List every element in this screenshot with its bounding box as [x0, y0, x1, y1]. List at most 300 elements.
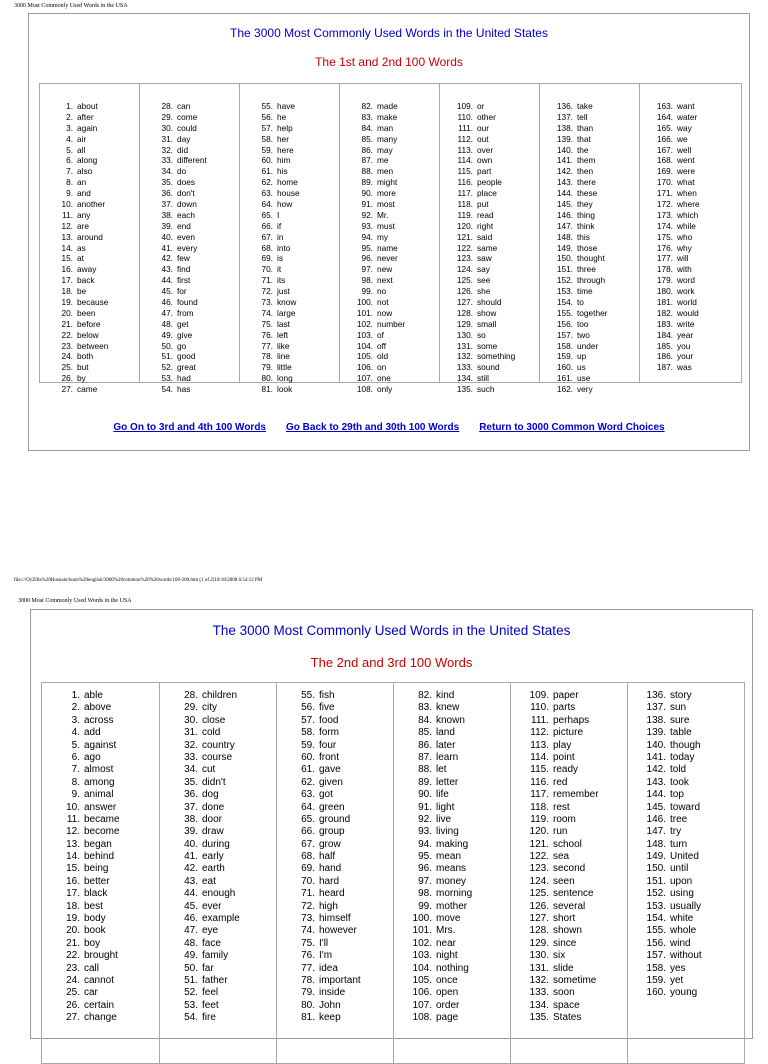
word-text: off	[377, 340, 387, 351]
word-text: be	[77, 286, 87, 297]
word-text: through	[577, 275, 606, 286]
word-text: soon	[553, 987, 575, 999]
list-item	[628, 690, 744, 702]
word-number: 156.	[646, 937, 666, 949]
word-number: 26.	[61, 373, 73, 384]
word-number: 40.	[184, 838, 198, 850]
list-item	[40, 188, 139, 199]
word-text: help	[277, 122, 293, 133]
word-text: boy	[84, 937, 101, 949]
word-column	[628, 683, 745, 1064]
list-item	[628, 913, 744, 925]
word-number: 10.	[66, 801, 80, 813]
list-item	[277, 715, 393, 727]
list-item	[40, 297, 139, 308]
list-item	[511, 863, 627, 875]
word-text: can	[177, 101, 191, 111]
list-item	[440, 341, 539, 352]
word-text: draw	[202, 826, 224, 838]
word-text: more	[377, 188, 396, 199]
word-number: 39.	[184, 826, 198, 838]
word-text: away	[77, 264, 97, 275]
word-text: seen	[553, 875, 575, 887]
list-item	[42, 690, 159, 702]
word-number: 157.	[646, 950, 666, 962]
word-number: 115.	[530, 764, 549, 776]
word-number: 47.	[184, 925, 198, 937]
list-item	[640, 330, 741, 341]
word-number: 63.	[261, 188, 273, 199]
list-item	[540, 297, 639, 308]
word-number: 73.	[261, 297, 273, 308]
word-text: write	[677, 318, 695, 329]
list-item	[42, 839, 159, 851]
list-item	[640, 145, 741, 156]
word-number: 38.	[161, 209, 173, 220]
word-number: 77.	[261, 340, 273, 351]
list-item	[640, 253, 741, 264]
word-text: under	[577, 340, 599, 351]
list-item	[640, 319, 741, 330]
list-item	[140, 253, 239, 264]
word-number: 157.	[556, 329, 573, 340]
list-item	[394, 963, 510, 975]
word-text: good	[177, 351, 196, 362]
word-text: work	[677, 286, 695, 297]
list-item	[640, 286, 741, 297]
list-item	[160, 1000, 276, 1012]
word-number: 36.	[184, 789, 198, 801]
word-text: until	[670, 863, 689, 875]
word-number: 143.	[556, 177, 573, 188]
word-text: where	[677, 199, 700, 210]
list-item	[277, 789, 393, 801]
word-text: life	[436, 789, 449, 801]
word-number: 31.	[184, 727, 198, 739]
word-text: add	[84, 727, 101, 739]
list-item	[440, 101, 539, 112]
word-text: four	[319, 739, 337, 751]
list-item	[40, 134, 139, 145]
word-text: would	[677, 307, 699, 318]
word-text: never	[377, 253, 398, 264]
list-item	[140, 123, 239, 134]
word-text: there	[577, 177, 596, 188]
word-text: part	[477, 166, 492, 177]
word-number: 74.	[261, 307, 273, 318]
word-number: 46.	[161, 297, 173, 308]
list-item	[160, 950, 276, 962]
word-text: to	[577, 297, 584, 308]
next-words-link[interactable]: Go On to 3rd and 4th 100 Words	[113, 422, 266, 433]
list-item	[540, 373, 639, 384]
page-header-2: 3000 Most Commonly Used Words in the USA	[18, 598, 132, 604]
list-item	[160, 876, 276, 888]
word-text: sometime	[553, 974, 597, 986]
word-text: little	[277, 362, 292, 373]
word-text: at	[77, 253, 84, 264]
word-number: 49.	[184, 950, 198, 962]
list-item	[511, 1012, 627, 1024]
word-number: 45.	[161, 286, 173, 297]
list-item	[140, 145, 239, 156]
word-number: 81.	[301, 1012, 315, 1024]
list-item	[277, 702, 393, 714]
list-item	[394, 975, 510, 987]
word-text: course	[202, 751, 233, 763]
list-item	[40, 112, 139, 123]
word-number: 8.	[71, 776, 80, 788]
list-item	[240, 362, 339, 373]
word-number: 20.	[61, 307, 73, 318]
word-number: 146.	[556, 209, 573, 220]
list-item	[140, 308, 239, 319]
word-text: should	[477, 297, 502, 308]
word-number: 12.	[61, 220, 73, 231]
word-text: here	[277, 144, 294, 155]
word-number: 149.	[556, 242, 573, 253]
word-text: book	[84, 925, 106, 937]
word-number: 140.	[556, 144, 573, 155]
word-text: men	[377, 166, 394, 177]
word-number: 55.	[301, 690, 315, 701]
list-item	[628, 925, 744, 937]
word-text: too	[577, 318, 589, 329]
list-item	[277, 814, 393, 826]
list-item	[40, 264, 139, 275]
list-item	[340, 232, 439, 243]
word-text: make	[377, 111, 398, 122]
word-text: second	[553, 863, 586, 875]
word-text: some	[477, 340, 498, 351]
word-text: water	[677, 111, 698, 122]
list-item	[42, 752, 159, 764]
list-item	[511, 1000, 627, 1012]
list-item	[140, 264, 239, 275]
list-item	[340, 101, 439, 112]
list-item	[160, 913, 276, 925]
word-text: open	[436, 987, 459, 999]
word-text: now	[377, 307, 393, 318]
word-text: very	[577, 384, 593, 395]
word-text: fish	[319, 690, 335, 701]
word-number: 143.	[646, 776, 666, 788]
word-text: those	[577, 242, 598, 253]
word-text: because	[77, 297, 109, 308]
word-number: 113.	[457, 144, 473, 155]
word-text: six	[553, 950, 566, 962]
word-number: 137.	[556, 111, 573, 122]
word-text: between	[77, 340, 109, 351]
word-number: 118.	[457, 199, 473, 210]
list-item	[160, 752, 276, 764]
word-number: 121.	[456, 231, 473, 242]
word-number: 101.	[356, 307, 373, 318]
word-number: 41.	[161, 242, 173, 253]
list-item	[140, 177, 239, 188]
word-text: your	[677, 351, 694, 362]
navigation-links	[29, 422, 749, 433]
word-number: 21.	[61, 318, 73, 329]
word-text: group	[319, 826, 345, 838]
word-text: we	[677, 133, 688, 144]
word-text: is	[277, 253, 283, 264]
word-text: sure	[670, 714, 690, 726]
word-text: think	[577, 220, 595, 231]
word-number: 155.	[646, 925, 666, 937]
word-text: you	[677, 340, 691, 351]
word-text: but	[77, 362, 89, 373]
word-text: one	[377, 373, 391, 384]
word-number: 12.	[66, 826, 80, 838]
word-number: 55.	[261, 101, 273, 111]
word-number: 181.	[656, 297, 673, 308]
word-text: sea	[553, 851, 570, 863]
word-text: back	[77, 275, 95, 286]
list-item	[540, 221, 639, 232]
word-number: 77.	[301, 962, 315, 974]
list-item	[640, 123, 741, 134]
list-item	[540, 155, 639, 166]
list-item	[440, 351, 539, 362]
list-item	[540, 145, 639, 156]
word-column	[440, 84, 540, 395]
word-number: 11.	[62, 209, 73, 220]
word-text: rest	[553, 801, 570, 813]
word-text: that	[577, 133, 591, 144]
word-number: 65.	[301, 813, 315, 825]
word-text: being	[84, 863, 109, 875]
word-text: yes	[670, 962, 686, 974]
word-text: it	[277, 264, 282, 275]
list-item	[394, 802, 510, 814]
word-number: 28.	[161, 101, 173, 111]
list-item	[394, 777, 510, 789]
word-text: by	[77, 373, 86, 384]
word-text: during	[202, 838, 230, 850]
word-text: year	[677, 329, 694, 340]
word-text: along	[77, 155, 98, 166]
word-number: 29.	[184, 702, 198, 714]
word-number: 124.	[456, 264, 473, 275]
word-text: sun	[670, 702, 687, 714]
word-text: might	[377, 177, 398, 188]
list-item	[277, 802, 393, 814]
word-number: 17.	[66, 888, 80, 900]
word-number: 165.	[656, 122, 673, 133]
word-number: 159.	[556, 351, 573, 362]
word-text: parts	[553, 702, 576, 714]
word-text: way	[677, 122, 692, 133]
list-item	[340, 351, 439, 362]
list-item	[394, 987, 510, 999]
word-text: like	[277, 340, 290, 351]
word-number: 85.	[361, 133, 373, 144]
list-item	[42, 814, 159, 826]
list-item	[140, 275, 239, 286]
word-number: 155.	[556, 307, 573, 318]
word-number: 103.	[412, 950, 432, 962]
word-number: 177.	[656, 253, 673, 264]
word-number: 148.	[646, 838, 666, 850]
word-number: 125.	[456, 275, 473, 286]
word-number: 34.	[184, 764, 198, 776]
word-list-panel-1	[28, 13, 750, 451]
word-text: then	[577, 166, 594, 177]
word-text: certain	[84, 999, 115, 1011]
word-text: want	[677, 101, 695, 111]
list-item	[628, 975, 744, 987]
word-number: 75.	[261, 318, 273, 329]
list-item	[160, 789, 276, 801]
word-number: 116.	[530, 776, 549, 788]
list-item	[240, 319, 339, 330]
word-text: father	[202, 974, 228, 986]
word-number: 5.	[66, 144, 73, 155]
list-item	[340, 275, 439, 286]
list-item	[140, 341, 239, 352]
word-text: me	[377, 155, 389, 166]
word-number: 25.	[61, 362, 73, 373]
list-item	[277, 938, 393, 950]
list-item	[394, 814, 510, 826]
word-number: 13.	[66, 838, 80, 850]
list-item	[511, 876, 627, 888]
word-number: 126.	[456, 286, 473, 297]
list-item	[240, 166, 339, 177]
word-text: found	[177, 297, 198, 308]
word-text: I'll	[319, 937, 329, 949]
list-item	[240, 384, 339, 395]
word-number: 59.	[301, 739, 315, 751]
list-item	[394, 876, 510, 888]
word-number: 107.	[356, 373, 373, 384]
word-number: 79.	[261, 362, 273, 373]
page-subtitle-2: The 2nd and 3rd 100 Words	[310, 655, 473, 670]
word-number: 128.	[529, 925, 549, 937]
list-item	[511, 727, 627, 739]
list-item	[240, 134, 339, 145]
word-number: 137.	[646, 702, 666, 714]
list-item	[40, 351, 139, 362]
word-text: who	[677, 231, 693, 242]
list-item	[240, 351, 339, 362]
list-item	[511, 975, 627, 987]
word-text: try	[670, 826, 682, 838]
word-number: 96.	[418, 863, 432, 875]
list-item	[277, 690, 393, 702]
list-item	[140, 101, 239, 112]
word-text: body	[84, 913, 106, 925]
word-number: 120.	[456, 220, 473, 231]
list-item	[277, 863, 393, 875]
list-item	[511, 938, 627, 950]
list-item	[140, 112, 239, 123]
word-number: 75.	[301, 937, 315, 949]
list-item	[277, 913, 393, 925]
previous-words-link[interactable]: Go Back to 29th and 30th 100 Words	[286, 422, 460, 433]
list-item	[160, 814, 276, 826]
word-number: 147.	[646, 826, 666, 838]
word-text: slide	[553, 962, 574, 974]
word-text: fire	[202, 1012, 216, 1024]
word-number: 33.	[184, 751, 198, 763]
list-item	[628, 802, 744, 814]
word-text: sentence	[553, 888, 594, 900]
word-number: 54.	[184, 1012, 198, 1024]
word-text: hard	[319, 875, 340, 887]
word-text: ground	[319, 813, 351, 825]
word-number: 26.	[66, 999, 80, 1011]
word-number: 16.	[66, 875, 80, 887]
list-item	[394, 752, 510, 764]
list-item	[640, 275, 741, 286]
word-text: sound	[477, 362, 500, 373]
word-number: 119.	[530, 813, 549, 825]
list-item	[42, 975, 159, 987]
word-number: 129.	[456, 318, 473, 329]
word-number: 80.	[261, 373, 273, 384]
list-item	[640, 155, 741, 166]
word-text: also	[77, 166, 93, 177]
word-number: 108.	[356, 384, 373, 395]
word-column	[40, 84, 140, 395]
word-number: 23.	[61, 340, 73, 351]
word-text: world	[677, 297, 697, 308]
word-number: 47.	[161, 307, 173, 318]
word-text: could	[177, 122, 197, 133]
word-number: 44.	[184, 888, 198, 900]
word-number: 123.	[456, 253, 473, 264]
list-item	[440, 134, 539, 145]
word-number: 174.	[656, 220, 673, 231]
word-text: later	[436, 739, 456, 751]
word-number: 27.	[61, 384, 73, 395]
word-number: 127.	[529, 913, 549, 925]
list-item	[160, 839, 276, 851]
word-number: 118.	[530, 801, 549, 813]
list-item	[628, 789, 744, 801]
word-number: 5.	[71, 739, 80, 751]
word-number: 33.	[161, 155, 173, 166]
list-item	[440, 166, 539, 177]
word-number: 43.	[184, 875, 198, 887]
word-text: our	[477, 122, 489, 133]
word-number: 119.	[457, 209, 473, 220]
return-choices-link[interactable]: Return to 3000 Common Word Choices	[479, 422, 665, 433]
word-text: my	[377, 231, 389, 242]
word-number: 112.	[457, 133, 473, 144]
word-number: 14.	[61, 242, 73, 253]
word-number: 15.	[61, 253, 73, 264]
list-item	[240, 264, 339, 275]
list-item	[640, 243, 741, 254]
word-number: 49.	[161, 329, 173, 340]
word-number: 124.	[529, 875, 549, 887]
page-header-1: 3000 Most Commonly Used Words in the USA	[14, 3, 128, 9]
word-number: 139.	[646, 727, 666, 739]
word-number: 125.	[529, 888, 549, 900]
list-item	[640, 308, 741, 319]
word-text: was	[677, 362, 692, 373]
list-item	[40, 275, 139, 286]
word-text: call	[84, 962, 100, 974]
word-text: find	[177, 264, 191, 275]
word-number: 122.	[456, 242, 473, 253]
list-item	[640, 101, 741, 112]
word-text: run	[553, 826, 568, 838]
list-item	[511, 950, 627, 962]
